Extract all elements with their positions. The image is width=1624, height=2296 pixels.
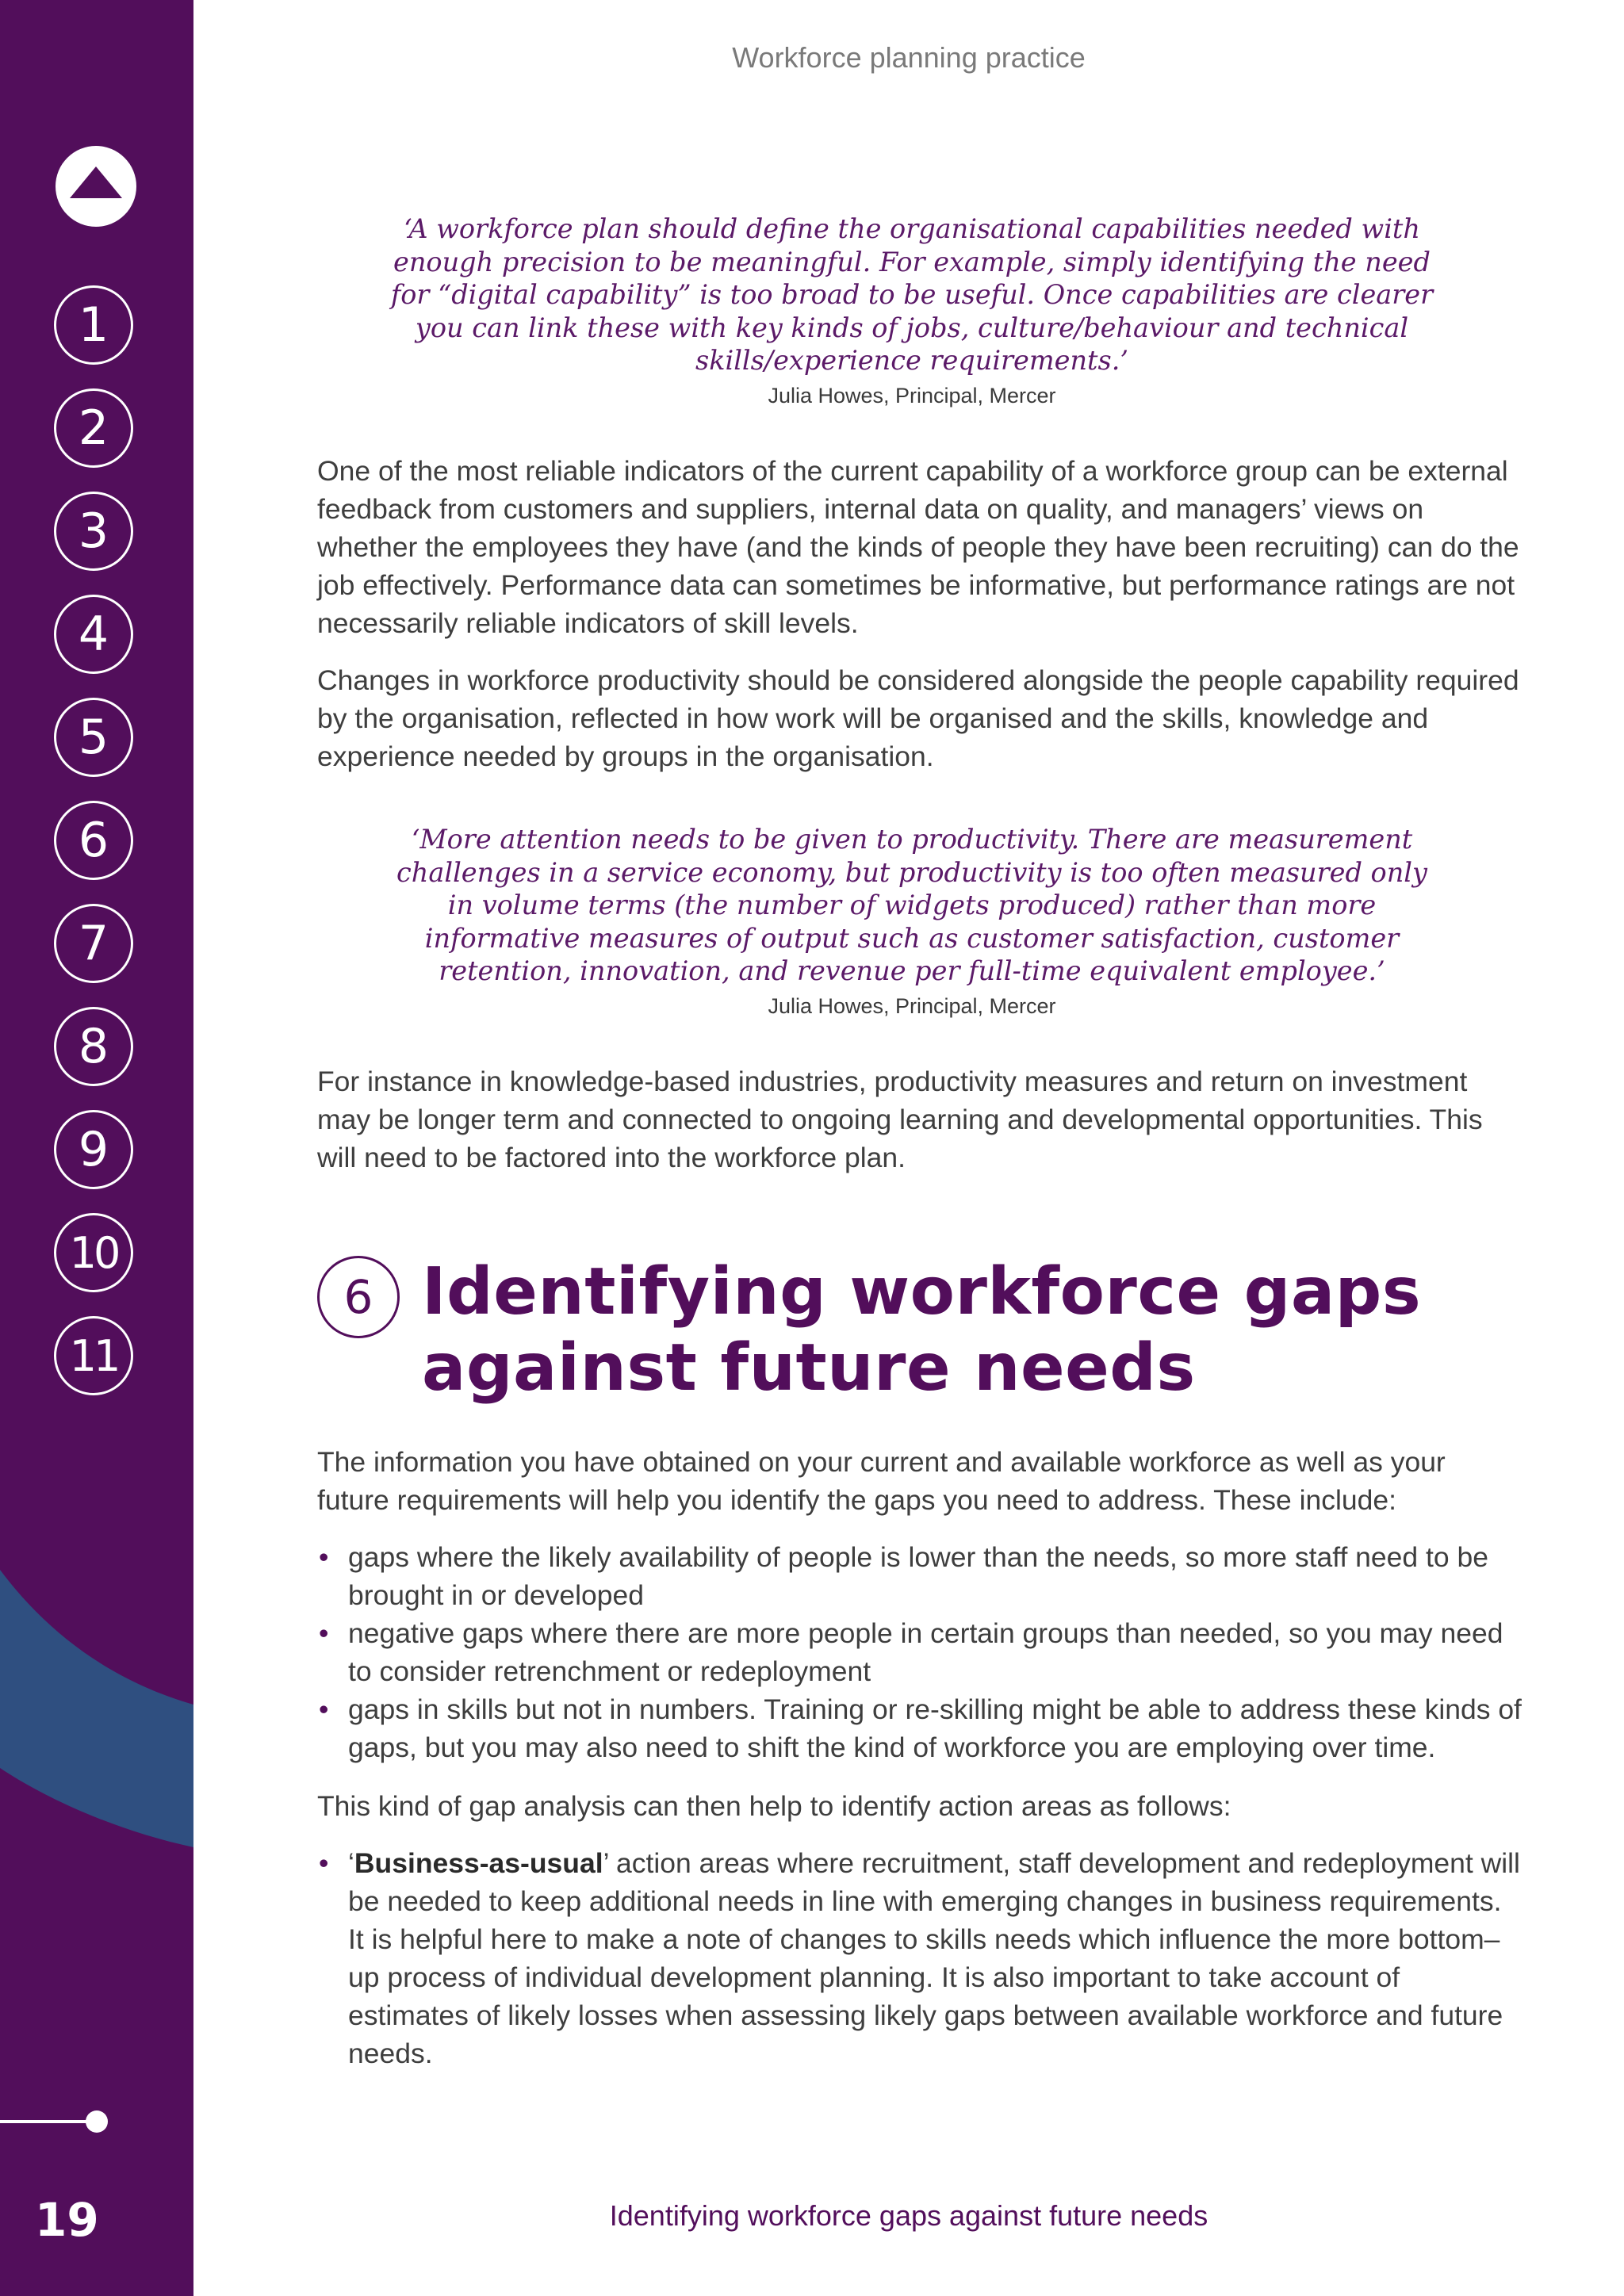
list-item-text: ‘	[348, 1847, 354, 1879]
decorative-wave	[0, 1570, 193, 1871]
nav-label: 5	[78, 710, 109, 765]
body-paragraph: One of the most reliable indicators of the current capability of a workforce group can be external feedback from customers and suppliers, internal data on quality, and managers’ views on whether the employees they have (and the kinds of people they have been recruiting) can do the job effectively. Performance data can sometimes be informative, but performance ratings are not necessarily reliable indicators of skill levels.	[317, 455, 1519, 639]
list-item-text: gaps in skills but not in numbers. Training or re-skilling might be able to address these kinds of gaps, but you may also need to shift the kind of workforce you are employing over time.	[348, 1693, 1522, 1763]
nav-section-1[interactable]	[54, 285, 133, 365]
section-title	[422, 1254, 1532, 1406]
nav-section-3[interactable]	[54, 492, 133, 571]
nav-section-11[interactable]	[54, 1316, 133, 1395]
body-paragraph: For instance in knowledge-based industries, productivity measures and return on investment may be longer term and connected to ongoing learning and developmental opportunities. This will need to be factored into the workforce plan.	[317, 1066, 1483, 1173]
bullet-icon: •	[319, 1847, 329, 1879]
nav-label: 9	[78, 1122, 109, 1177]
quote-line: retention, innovation, and revenue per full-time equivalent employee.’	[439, 955, 1385, 986]
nav-label: 11	[69, 1330, 118, 1381]
nav-label: 8	[78, 1019, 109, 1074]
quote-line: in volume terms (the number of widgets produced) rather than more	[447, 890, 1377, 920]
list-item-text: gaps where the likely availability of people is lower than the needs, so more staff need to be brought in or developed	[348, 1541, 1488, 1611]
bullet-icon: •	[319, 1693, 329, 1725]
list-item-text: ’ action areas where recruitment, staff development and redeployment will be needed to keep additional needs in line with emerging changes in business requirements. It is helpful here to make a note of changes to skills needs which influence the more bottom–up process of individual development planning. It is also important to take account of estimates of likely losses when assessing likely gaps between available workforce and future needs.	[348, 1847, 1520, 2069]
nav-label: 1	[78, 297, 109, 353]
quote-line: informative measures of output such as customer satisfaction, customer	[424, 922, 1400, 954]
body-paragraph: This kind of gap analysis can then help to identify action areas as follows:	[317, 1790, 1231, 1822]
quote-line: skills/experience requirements.’	[695, 345, 1128, 376]
nav-label: 3	[78, 503, 109, 559]
nav-section-2[interactable]	[54, 388, 133, 468]
back-to-top-button[interactable]	[56, 146, 136, 227]
body-paragraph: Changes in workforce productivity should be considered alongside the people capability required by the organisation, reflected in how work will be organised and the skills, knowledge and experience needed by groups in the organisation.	[317, 664, 1519, 772]
nav-label: 10	[69, 1227, 118, 1278]
list-item-text: negative gaps where there are more people in certain groups than needed, so you may need to consider retrenchment or redeployment	[348, 1617, 1503, 1687]
list-item	[317, 1614, 1522, 1690]
quote-attribution: Julia Howes, Principal, Mercer	[768, 384, 1056, 408]
pull-quote	[373, 823, 1451, 988]
nav-section-10[interactable]	[54, 1213, 133, 1292]
footer-section-link[interactable]: Identifying workforce gaps against future needs	[609, 2199, 1208, 2232]
nav-section-6[interactable]	[54, 801, 133, 880]
nav-section-9[interactable]	[54, 1110, 133, 1189]
nav-label: 4	[78, 607, 109, 662]
gap-list	[317, 1538, 1522, 1766]
pull-quote	[373, 212, 1451, 377]
body-paragraph: The information you have obtained on your current and available workforce as well as your future requirements will help you identify the gaps you need to address. These include:	[317, 1446, 1446, 1516]
quote-line: enough precision to be meaningful. For example, simply identifying the need	[393, 246, 1431, 277]
nav-section-7[interactable]	[54, 904, 133, 983]
up-arrow-icon	[56, 146, 136, 227]
nav-label: 7	[78, 916, 109, 971]
list-item	[317, 1844, 1522, 2072]
section-title-line: against future needs	[422, 1330, 1196, 1406]
bullet-icon: •	[319, 1541, 329, 1573]
nav-label: 2	[78, 400, 109, 456]
section-title-line: Identifying workforce gaps	[422, 1254, 1422, 1330]
section-number-badge: 6	[317, 1256, 400, 1338]
bullet-icon: •	[319, 1617, 329, 1649]
quote-line: for “digital capability” is too broad to be useful. Once capabilities are clearer	[390, 279, 1434, 310]
sidebar-navigation	[0, 0, 193, 2296]
nav-section-8[interactable]	[54, 1007, 133, 1086]
quote-line: challenges in a service economy, but productivity is too often measured only	[396, 856, 1427, 888]
nav-label: 6	[78, 813, 109, 868]
nav-section-5[interactable]	[54, 698, 133, 777]
list-item-emphasis: Business-as-usual	[354, 1847, 603, 1879]
list-item	[317, 1538, 1522, 1614]
quote-attribution: Julia Howes, Principal, Mercer	[768, 994, 1056, 1018]
nav-section-4[interactable]	[54, 595, 133, 674]
page-number: 19	[35, 2193, 99, 2247]
quote-line: ‘A workforce plan should define the organisational capabilities needed with	[404, 213, 1420, 244]
page-progress-line	[0, 2120, 94, 2123]
page-progress-handle[interactable]	[86, 2110, 108, 2133]
quote-line: ‘More attention needs to be given to productivity. There are measurement	[411, 824, 1413, 855]
list-item	[317, 1690, 1522, 1766]
running-header: Workforce planning practice	[732, 41, 1086, 74]
action-list	[317, 1844, 1522, 2072]
quote-line: you can link these with key kinds of jobs, culture/behaviour and technical	[415, 312, 1409, 343]
